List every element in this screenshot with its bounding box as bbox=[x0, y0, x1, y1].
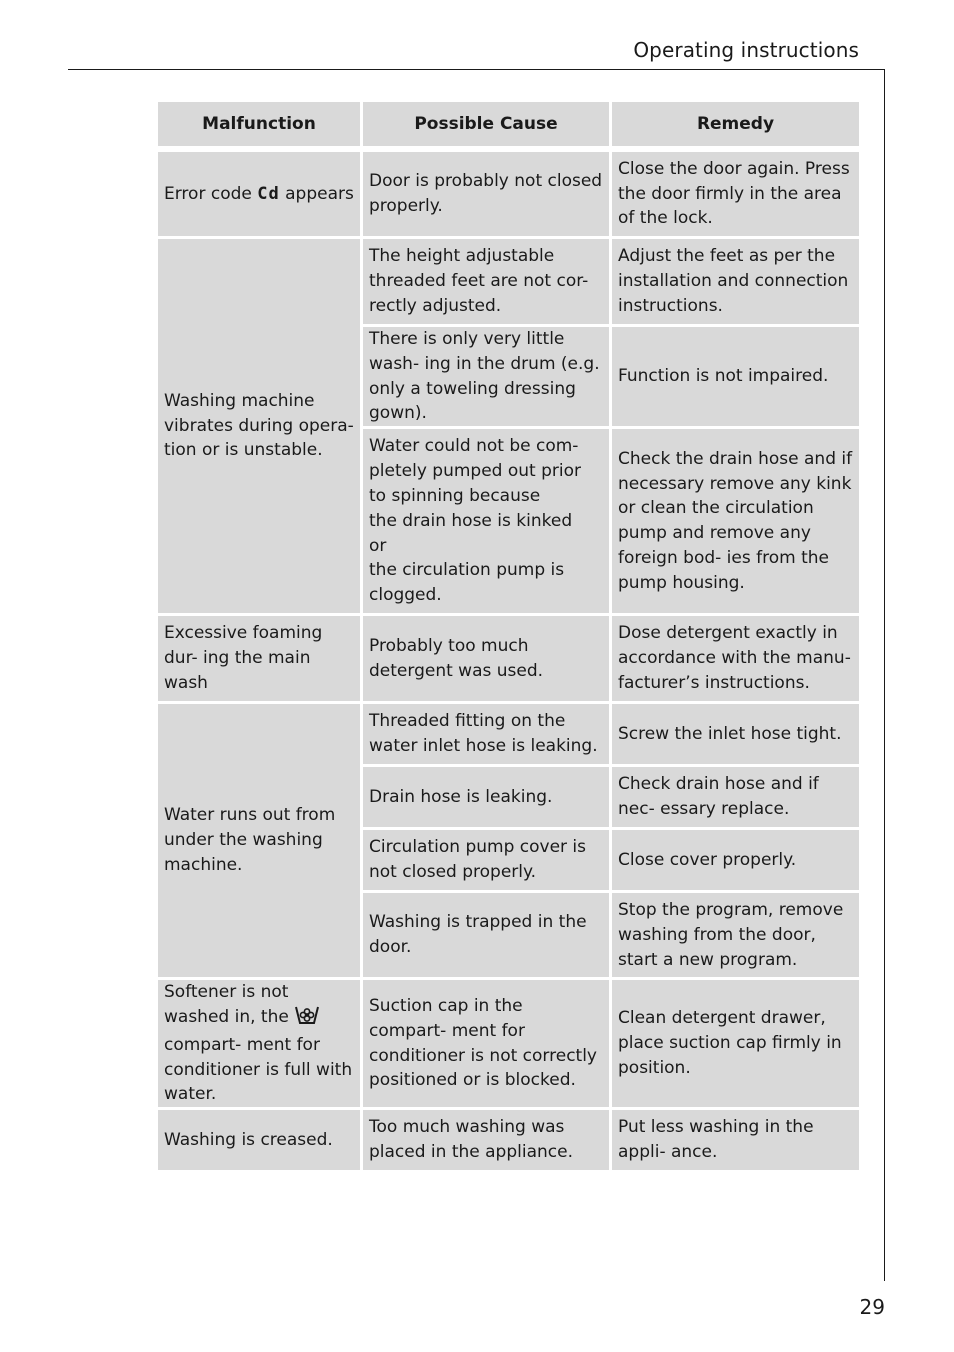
table-row bbox=[158, 1110, 859, 1170]
table-row bbox=[158, 704, 859, 764]
table-row bbox=[158, 980, 859, 1107]
header-possible-cause: Possible Cause bbox=[363, 102, 609, 146]
header-malfunction: Malfunction bbox=[158, 102, 360, 146]
remedy-cell: Adjust the feet as per the installation and connection instructions. bbox=[612, 239, 859, 324]
softener-flower-icon bbox=[294, 1005, 320, 1033]
remedy-cell: Close the door again. Press the door firmly in the area of the lock. bbox=[612, 152, 859, 236]
malfunction-cell: Error code Cd appears bbox=[158, 152, 360, 236]
cause-cell: Suction cap in the compart- ment for conditioner is not correctly positioned or is blocked. bbox=[363, 980, 609, 1107]
cause-cell: Washing is trapped in the door. bbox=[363, 893, 609, 977]
remedy-cell: Check drain hose and if nec- essary replace. bbox=[612, 767, 859, 827]
table-row bbox=[158, 239, 859, 324]
troubleshooting-table bbox=[155, 99, 862, 1173]
cause-cell: Door is probably not closed properly. bbox=[363, 152, 609, 236]
cause-cell: Water could not be com- pletely pumped out prior to spinning because the drain hose is kinked or the circulation pump is clogged. bbox=[363, 429, 609, 613]
remedy-cell: Screw the inlet hose tight. bbox=[612, 704, 859, 764]
malfunction-cell: Washing is creased. bbox=[158, 1110, 360, 1170]
malfunction-cell: Softener is not washed in, the compart- ment for conditioner is full with water. bbox=[158, 980, 360, 1107]
margin-rule bbox=[884, 69, 885, 1281]
cause-cell: Threaded fitting on the water inlet hose is leaking. bbox=[363, 704, 609, 764]
table-row bbox=[158, 616, 859, 701]
malfunction-cell: Water runs out from under the washing machine. bbox=[158, 704, 360, 977]
remedy-cell: Clean detergent drawer, place suction cap firmly in position. bbox=[612, 980, 859, 1107]
malfunction-cell: Washing machine vibrates during opera- tion or is unstable. bbox=[158, 239, 360, 613]
header-rule bbox=[68, 69, 885, 70]
remedy-cell: Check the drain hose and if necessary remove any kink or clean the circulation pump and remove any foreign bod- ies from the pump housing. bbox=[612, 429, 859, 613]
cause-cell: Too much washing was placed in the appliance. bbox=[363, 1110, 609, 1170]
error-code-display: Cd bbox=[257, 183, 280, 204]
malfunction-cell: Excessive foaming dur- ing the main wash bbox=[158, 616, 360, 701]
remedy-cell: Stop the program, remove washing from the door, start a new program. bbox=[612, 893, 859, 977]
page-header-title: Operating instructions bbox=[633, 38, 859, 62]
page-number: 29 bbox=[859, 1295, 885, 1319]
header-remedy: Remedy bbox=[612, 102, 859, 146]
cause-cell: The height adjustable threaded feet are not cor- rectly adjusted. bbox=[363, 239, 609, 324]
remedy-cell: Put less washing in the appli- ance. bbox=[612, 1110, 859, 1170]
table-header-row bbox=[158, 102, 859, 146]
remedy-cell: Close cover properly. bbox=[612, 830, 859, 890]
remedy-cell: Dose detergent exactly in accordance with the manu- facturer’s instructions. bbox=[612, 616, 859, 701]
cause-cell: Probably too much detergent was used. bbox=[363, 616, 609, 701]
cause-cell: Drain hose is leaking. bbox=[363, 767, 609, 827]
cause-cell: Circulation pump cover is not closed properly. bbox=[363, 830, 609, 890]
table-row bbox=[158, 152, 859, 236]
remedy-cell: Function is not impaired. bbox=[612, 327, 859, 426]
cause-cell: There is only very little wash- ing in the drum (e.g. only a toweling dressing gown). bbox=[363, 327, 609, 426]
